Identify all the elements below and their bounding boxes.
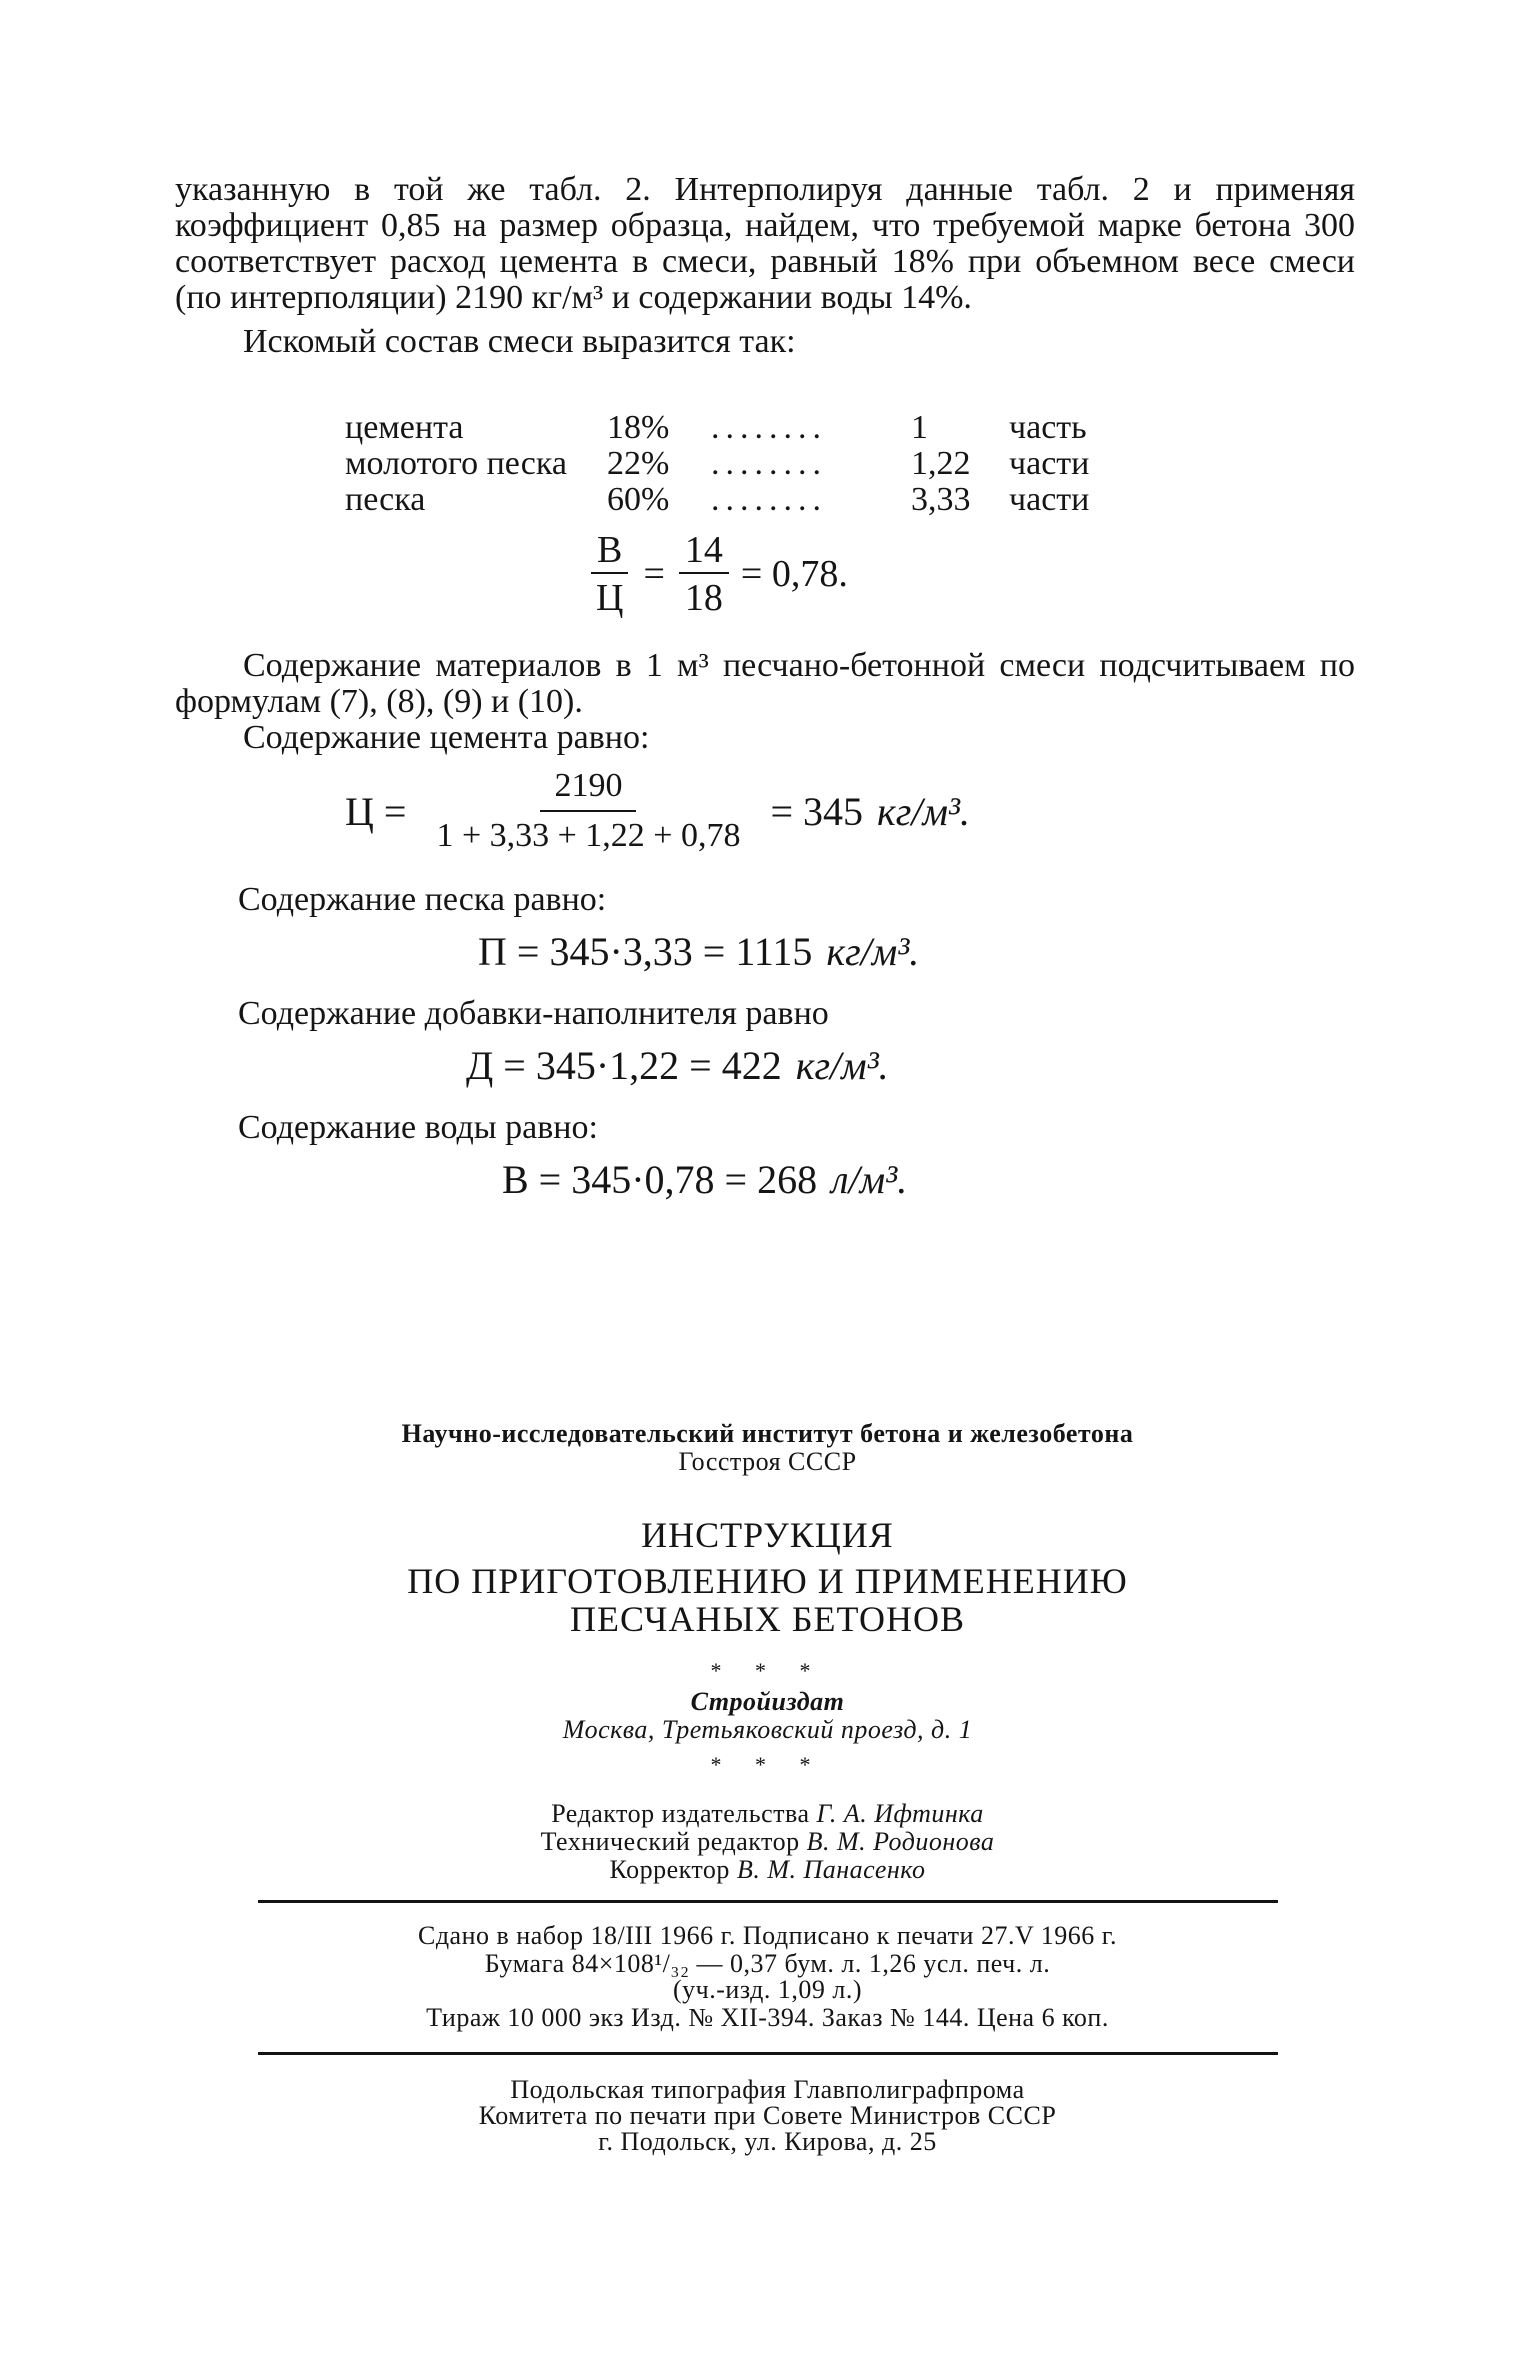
fraction-numerator: 2190 (540, 766, 636, 812)
body-text-block (175, 172, 1355, 360)
divider (258, 2052, 1278, 2055)
print-info-line-2: Бумага 84×108¹/₃₂ — 0,37 бум. л. 1,26 усл. печ. л. (484, 1949, 1051, 1978)
mix-unit: часть (1009, 409, 1087, 446)
publisher-name: Стройиздат (690, 1687, 845, 1716)
paragraph-cement-label: Содержание цемента равно: (243, 719, 650, 756)
mix-unit: части (1009, 445, 1090, 482)
mix-percent: 18% (607, 409, 670, 446)
table-row (345, 482, 1089, 518)
institute-line-1: Научно-исследовательский институт бетона и железобетона (401, 1419, 1134, 1448)
mix-value: 3,33 (911, 481, 971, 518)
sand-label: Содержание песка равно: (238, 881, 607, 918)
book-title-line-2: ПО ПРИГОТОВЛЕНИЮ И ПРИМЕНЕНИЮ (407, 1561, 1128, 1601)
additive-formula (466, 1042, 889, 1089)
tech-editor-line (0, 1828, 1535, 1856)
equals-sign: = (643, 553, 665, 595)
fraction-numerator: 14 (679, 530, 729, 574)
mix-name: молотого песка (345, 445, 567, 482)
formula-unit: кг/м³. (877, 788, 970, 834)
formula-unit: кг/м³. (795, 1043, 889, 1088)
formula-unit: кг/м³. (826, 929, 920, 974)
fraction-w-c (590, 530, 629, 618)
water-formula (502, 1156, 907, 1203)
mix-name: песка (345, 481, 426, 518)
additive-label: Содержание добавки-наполнителя равно (238, 995, 829, 1032)
leader-dots: ........ (711, 409, 827, 446)
divider (258, 1900, 1278, 1903)
formula-expression: П = 345·3,33 = 1115 (478, 929, 813, 974)
book-title-line-3: ПЕСЧАНЫХ БЕТОНОВ (569, 1599, 966, 1639)
table-row (345, 446, 1089, 482)
printer-line-2: Комитета по печати при Совете Министров СССР (478, 2101, 1057, 2130)
fraction-cement (422, 766, 754, 856)
editor-name: Г. А. Ифтинка (816, 1799, 984, 1828)
fraction-14-18 (679, 530, 729, 618)
leader-dots: ........ (711, 445, 827, 482)
mix-value: 1,22 (911, 445, 971, 482)
formula-unit: л/м³. (831, 1157, 908, 1202)
formula-expression: Д = 345·1,22 = 422 (466, 1043, 782, 1088)
corrector-label: Корректор (609, 1855, 730, 1884)
print-info-line-4: Тираж 10 000 экз Изд. № XII-394. Заказ № 144. Цена 6 коп. (426, 2003, 1109, 2032)
formula-lhs: Ц = (345, 788, 407, 834)
separator-stars: * * * (710, 1752, 825, 1777)
print-info-line-3: (уч.-изд. 1,09 л.) (673, 1975, 862, 2004)
publisher-address: Москва, Третьяковский проезд, д. 1 (562, 1715, 973, 1744)
leader-dots: ........ (711, 481, 827, 518)
fraction-denominator: 18 (684, 577, 723, 619)
sand-formula (478, 928, 919, 975)
formula-expression: В = 345·0,78 = 268 (502, 1157, 818, 1202)
mix-percent: 60% (607, 481, 670, 518)
ratio-result: = 0,78. (740, 553, 848, 595)
editor-line (0, 1800, 1535, 1828)
mix-unit: части (1009, 481, 1090, 518)
tech-editor-name: В. М. Родионова (806, 1827, 995, 1856)
table-row (345, 410, 1089, 446)
formula-result: = 345 (770, 788, 864, 834)
paragraph-content-calc: Содержание материалов в 1 м³ песчано-бетонной смеси подсчитываем по формулам (7), (8), (9) и (10). (175, 647, 1355, 720)
cement-content-formula (345, 766, 970, 856)
corrector-name: В. М. Панасенко (736, 1855, 926, 1884)
body-text-block-2 (175, 648, 1355, 756)
fraction-denominator: 1 + 3,33 + 1,22 + 0,78 (436, 817, 741, 854)
editor-label: Редактор издательства (551, 1799, 810, 1828)
mix-value: 1 (911, 409, 928, 446)
mix-composition-table (345, 410, 1089, 518)
paragraph-interpolation: указанную в той же табл. 2. Интерполируя данные табл. 2 и применяя коэффициент 0,85 на размер образца, найдем, что требуемой марке бетона 300 соответствует расход цемента в смеси, равный 18% при объемном весе смеси (по интерполяции) 2190 кг/м³ и содержании воды 14%. (175, 171, 1355, 316)
printer-line-3: г. Подольск, ул. Кирова, д. 25 (598, 2127, 937, 2156)
fraction-denominator: Ц (596, 577, 624, 619)
mix-percent: 22% (607, 445, 670, 482)
book-title-line-1: ИНСТРУКЦИЯ (641, 1515, 894, 1555)
separator-stars: * * * (710, 1658, 825, 1683)
fraction-numerator: В (591, 530, 628, 574)
tech-editor-label: Технический редактор (540, 1827, 800, 1856)
institute-line-2: Госстроя СССР (678, 1447, 857, 1476)
mix-name: цемента (345, 409, 464, 446)
printer-line-1: Подольская типография Главполиграфпрома (510, 2075, 1025, 2104)
corrector-line (0, 1856, 1535, 1884)
print-info-line-1: Сдано в набор 18/III 1966 г. Подписано к печати 27.V 1966 г. (417, 1921, 1117, 1950)
water-label: Содержание воды равно: (238, 1109, 598, 1146)
paragraph-mix-intro: Искомый состав смеси выразится так: (243, 323, 796, 360)
water-cement-ratio-formula (590, 530, 848, 618)
